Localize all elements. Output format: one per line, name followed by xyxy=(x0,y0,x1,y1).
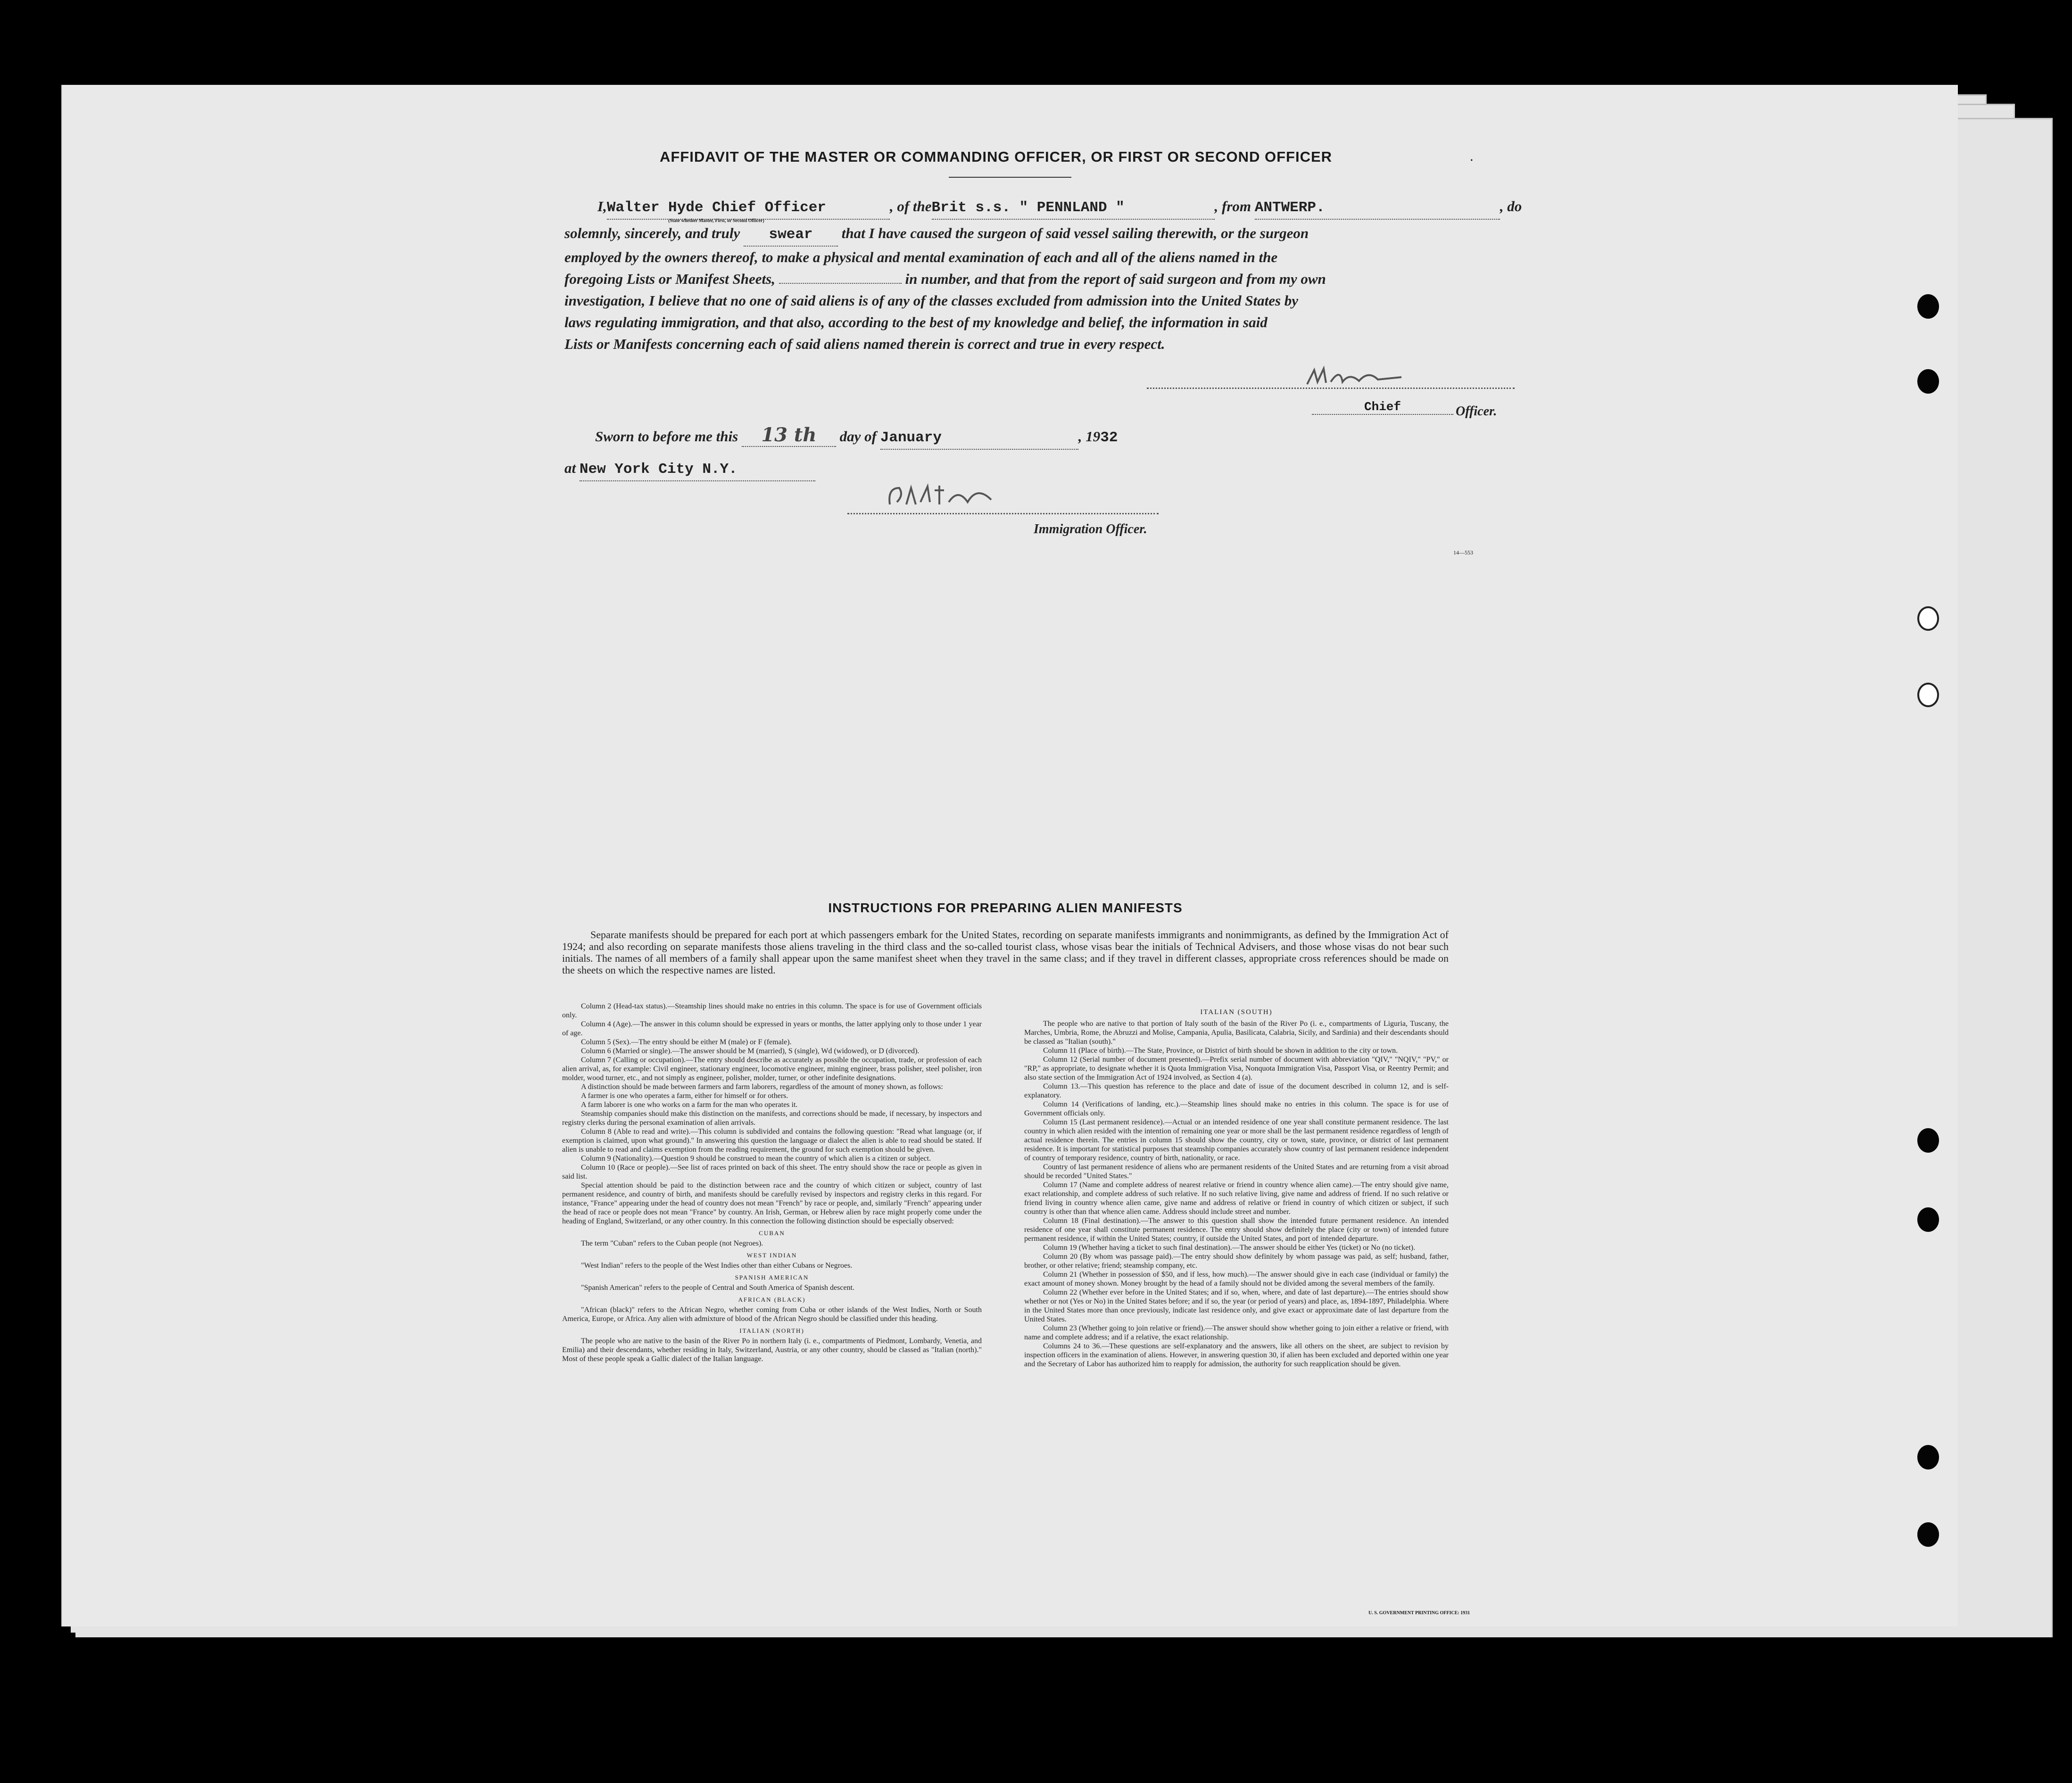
italian-south-heading: ITALIAN (SOUTH) xyxy=(1200,1008,1273,1016)
sworn-month: January xyxy=(880,427,1078,450)
officer-label: Officer. xyxy=(1456,404,1497,419)
race-description: The term "Cuban" refers to the Cuban people (not Negroes). xyxy=(581,1239,763,1247)
officer-rank-note: (State whether Master, First, or Second Officer) xyxy=(668,218,764,223)
affidavit-title: AFFIDAVIT OF THE MASTER OR COMMANDING OFFICER, OR FIRST OR SECOND OFFICER xyxy=(659,149,1333,165)
instruction-paragraph: Column 20 (By whom was passage paid).—The entry should show definitely by whom passage was paid, as self; husband, father, brother, or other relative; friend; steamship company, etc. xyxy=(1024,1253,1449,1270)
race-heading: ITALIAN (NORTH) xyxy=(739,1327,804,1334)
instructions-intro: Separate manifests should be prepared for each port at which passengers embark for the United States, recording on separate manifests immigrants and nonimmigrants, as defined by the Immigration Act of 1924; and also recording on separate manifests those aliens traveling in the third class and the so-called tourist class, whose visas bear the initials of Technical Advisers, and those whose visas do not bear such initials. The names of all members of a family shall appear upon the same manifest sheet when they travel in the same class; and if they travel in different classes, appropriate cross references should be made on the sheets on which the respective names are listed. xyxy=(562,929,1449,976)
binder-hole xyxy=(1917,294,1939,319)
count-blank xyxy=(779,283,902,284)
race-heading: SPANISH AMERICAN xyxy=(735,1274,809,1281)
instruction-paragraph: Column 17 (Name and complete address of nearest relative or friend in country whence alien came).—The entry should give name, exact relationship, and complete address of such relative. If no such relative living, give name and address of friend. If no such relative or friend living in country whence alien came, give name and address of relative or friend in country of which citizen or subject, if such country is other than that whence alien came. Address should include street and number. xyxy=(1024,1181,1449,1216)
race-description: "African (black)" refers to the African Negro, whether coming from Cuba or other islands of the West Indies, North or South America, Europe, or Africa. Any alien with admixture of blood of the African Negro should be classified under this heading. xyxy=(562,1306,982,1323)
instruction-paragraph: Column 9 (Nationality).—Question 9 should be construed to mean the country of which alien is a citizen or subject. xyxy=(581,1155,931,1163)
instruction-paragraph: A farm laborer is one who works on a farm for the man who operates it. xyxy=(581,1101,798,1109)
binder-hole xyxy=(1917,1522,1939,1547)
instruction-paragraph: Column 19 (Whether having a ticket to such final destination).—The answer should be either Yes (ticket) or No (no ticket). xyxy=(1043,1244,1416,1252)
instruction-paragraph: Column 18 (Final destination).—The answer to this question shall show the intended future permanent residence. An intended residence of one year shall constitute permanent residence. The entry should show definitely the place (city or town) of intended future permanent residence, if within the United States; country, if outside the United States, and port of intended departure. xyxy=(1024,1217,1449,1243)
instruction-paragraph: Steamship companies should make this distinction on the manifests, and corrections should be made, if necessary, by inspectors and registry clerks during the personal examination of alien arrivals. xyxy=(562,1110,982,1127)
instruction-paragraph: Column 8 (Able to read and write).—This column is subdivided and contains the following question: "Read what language (or, if exemption is claimed, upon what ground)." In answering this question the language or dialect the alien is able to read should be stated. If alien is unable to read and claims exemption from the reading requirement, the ground for such exemption should be given. xyxy=(562,1128,982,1154)
sworn-year: 32 xyxy=(1100,429,1118,446)
immigration-officer-label: Immigration Officer. xyxy=(1034,522,1147,537)
instruction-paragraph: The people who are native to that portion of Italy south of the basin of the River Po (i. e., compartments of Liguria, Tuscany, the Marches, Umbria, Rome, the Abruzzi and Molise, Campania, Apulia, Basilicata, Calabria, Sicily, and Sardinia) and their descendants should be classed as "Italian (south)." xyxy=(1024,1020,1449,1046)
vessel-name: Brit s.s. " PENNLAND " xyxy=(932,197,1215,220)
sworn-line: Sworn to before me this 13 th day of January , 1932 xyxy=(595,424,1538,450)
instruction-paragraph: A farmer is one who operates a farm, either for himself or for others. xyxy=(581,1092,788,1100)
immigration-officer-signature xyxy=(883,481,1024,514)
instruction-paragraph: Column 10 (Race or people).—See list of races printed on back of this sheet. The entry should show the race or people as given in said list. xyxy=(562,1164,982,1180)
officer-signature xyxy=(1298,363,1439,391)
affidavit-line-4: foregoing Lists or Manifest Sheets, in number, and that from the report of said surgeon and from my own xyxy=(564,271,1326,287)
instruction-paragraph: Column 22 (Whether ever before in the United States; and if so, when, where, and date of last departure).—The entries should show whether or not (Yes or No) in the United States before; and if so, the year (or period of years) and place, as, 1894-1897, Philadelphia. Where in the United States more than once previously, indicate last residence only, and give exact or approximate date of last departure from the United States. xyxy=(1024,1288,1449,1323)
instruction-paragraph: Special attention should be paid to the distinction between race and the country of which citizen or subject, country of last permanent residence, and country of birth, and manifests should be carefully revised by inspectors and registry clerks in this regard. For instance, "France" appearing under the head of country does not mean "French" by race or people, and, similarly "French" appearing under the head of race or people does not mean "France" by country. An Irish, German, or Hebrew alien by race might properly come under the heading of England, Switzerland, or any other country. In this connection the following distinction should be especially observed: xyxy=(562,1181,982,1225)
instruction-paragraph: Column 7 (Calling or occupation).—The entry should describe as accurately as possible the occupation, trade, or profession of each alien arrival, as, for example: Civil engineer, stationary engineer, locomotive engineer, mining engineer, brass polisher, steel polisher, iron molder, wood turner, etc., and not simply as engineer, polisher, molder, turner, or other indefinite designations. xyxy=(562,1056,982,1082)
dot: . xyxy=(1470,149,1474,164)
location-line: at New York City N.Y. xyxy=(564,457,1130,481)
affidavit-line-7: Lists or Manifests concerning each of said aliens named therein is correct and true in every respect. xyxy=(564,336,1165,352)
instruction-paragraph: Column 14 (Verifications of landing, etc.).—Steamship lines should make no entries in this column. The space is for use of Government officials only. xyxy=(1024,1100,1449,1117)
affidavit-line-1: I,Walter Hyde Chief Officer , of theBrit s.s. " PENNLAND " , from ANTWERP. , do xyxy=(597,196,1583,220)
manifest-page xyxy=(61,85,1958,1626)
affidavit-line-2: solemnly, sincerely, and truly swear that I have caused the surgeon of said vessel sailing therewith, or the surgeon xyxy=(564,223,1583,247)
sworn-day: 13 th xyxy=(742,424,836,447)
title-rule xyxy=(949,177,1071,178)
oath-word: swear xyxy=(744,224,838,247)
instructions-left-column xyxy=(562,1002,982,1363)
instruction-paragraph: A distinction should be made between farmers and farm laborers, regardless of the amount of money shown, as follows: xyxy=(581,1083,943,1091)
binder-hole xyxy=(1917,683,1939,707)
race-heading: WEST INDIAN xyxy=(746,1252,797,1259)
instruction-paragraph: Column 15 (Last permanent residence).—Actual or an intended residence of one year shall constitute permanent residence. The last country in which alien resided with the intention of remaining one year or more shall be the last permanent residence regardless of length of actual residence therein. The entries in column 15 should show the country, city or town, state, province, or district of last permanent residence. It is important for statistical purposes that steamship companies accurately show country of last permanent residence independent of country of temporary residence, country of birth, nationality, or race. xyxy=(1024,1118,1449,1162)
race-heading: AFRICAN (BLACK) xyxy=(738,1296,806,1303)
instruction-paragraph: Columns 24 to 36.—These questions are self-explanatory and the answers, like all others on the sheet, are subject to revision by inspection officers in the examination of aliens. However, in answering question 30, if alien has been excluded and deported within one year and the Secretary of Labor has authorized him to reapply for admission, the authority for such reapplication should be given. xyxy=(1024,1342,1449,1368)
affidavit-line-6: laws regulating immigration, and that also, according to the best of my knowledge and belief, the information in said xyxy=(564,314,1268,330)
binder-hole xyxy=(1917,606,1939,631)
printer-note: U. S. GOVERNMENT PRINTING OFFICE: 1931 xyxy=(1368,1610,1470,1616)
binder-hole xyxy=(1917,1445,1939,1469)
instruction-paragraph: Column 6 (Married or single).—The answer should be M (married), S (single), Wd (widowed), or D (divorced). xyxy=(581,1047,920,1055)
instruction-paragraph: Column 11 (Place of birth).—The State, Province, or District of birth should be shown in addition to the city or town. xyxy=(1043,1047,1398,1055)
officer-rank: Chief xyxy=(1312,400,1453,415)
race-description: "West Indian" refers to the people of the West Indies other than either Cubans or Negroes. xyxy=(581,1262,853,1270)
instructions-right-column xyxy=(1024,1002,1449,1369)
instruction-paragraph: Column 2 (Head-tax status).—Steamship lines should make no entries in this column. The space is for use of Government officials only. xyxy=(562,1002,982,1019)
officer-name: Walter Hyde Chief Officer xyxy=(607,197,890,220)
form-number: 14—553 xyxy=(1453,549,1473,556)
instruction-paragraph: Column 4 (Age).—The answer in this column should be expressed in years or months, the latter applying only to those under 1 year of age. xyxy=(562,1020,982,1037)
race-description: "Spanish American" refers to the people of Central and South America of Spanish descent. xyxy=(581,1284,855,1292)
instruction-paragraph: Column 13.—This question has reference to the place and date of issue of the document described in column 12, and is self-explanatory. xyxy=(1024,1082,1449,1099)
instruction-paragraph: Country of last permanent residence of aliens who are permanent residents of the United States and are returning from a visit abroad should be recorded "United States." xyxy=(1024,1163,1449,1180)
binder-hole xyxy=(1917,1128,1939,1153)
instruction-paragraph: Column 23 (Whether going to join relative or friend).—The answer should show whether going to join either a relative or friend, with name and complete address; and if a relative, the exact relationship. xyxy=(1024,1324,1449,1341)
instruction-paragraph: Column 5 (Sex).—The entry should be either M (male) or F (female). xyxy=(581,1038,792,1046)
affidavit-body xyxy=(564,196,1583,355)
instructions-title: INSTRUCTIONS FOR PREPARING ALIEN MANIFESTS xyxy=(828,900,1183,915)
race-heading: CUBAN xyxy=(759,1230,785,1237)
instruction-paragraph: Column 12 (Serial number of document presented).—Prefix serial number of document with abbreviation "QIV," "NQIV," "PV," or "RP," as appropriate, to designate whether it is Quota Immigration Visa, Nonquota Immigration Visa, Passport Visa, or Reentry Permit; and also state section of the Immigration Act of 1924 involved, as Section 4 (a). xyxy=(1024,1056,1449,1081)
binder-hole xyxy=(1917,369,1939,394)
immigration-sign-line xyxy=(847,513,1159,514)
affidavit-line-3: employed by the owners thereof, to make a physical and mental examination of each and all of the aliens named in the xyxy=(564,249,1278,265)
instruction-paragraph: Column 21 (Whether in possession of $50, and if less, how much).—The answer should give in each case (individual or family) the exact amount of money shown. Money brought by the head of a family should not be divided among the several members of the family. xyxy=(1024,1271,1449,1288)
departure-port: ANTWERP. xyxy=(1255,197,1500,220)
binder-hole xyxy=(1917,1207,1939,1232)
sworn-location: New York City N.Y. xyxy=(580,459,815,481)
officer-sign-line xyxy=(1147,388,1515,389)
affidavit-line-5: investigation, I believe that no one of said aliens is of any of the classes excluded from admission into the United States by xyxy=(564,292,1299,309)
race-description: The people who are native to the basin of the River Po in northern Italy (i. e., compartments of Piedmont, Lombardy, Venetia, and Emilia) and their descendants, whether residing in Italy, Switzerland, Austria, or any other country, should be classed as "Italian (north)." Most of these people speak a Gallic dialect of the Italian language. xyxy=(562,1337,982,1363)
